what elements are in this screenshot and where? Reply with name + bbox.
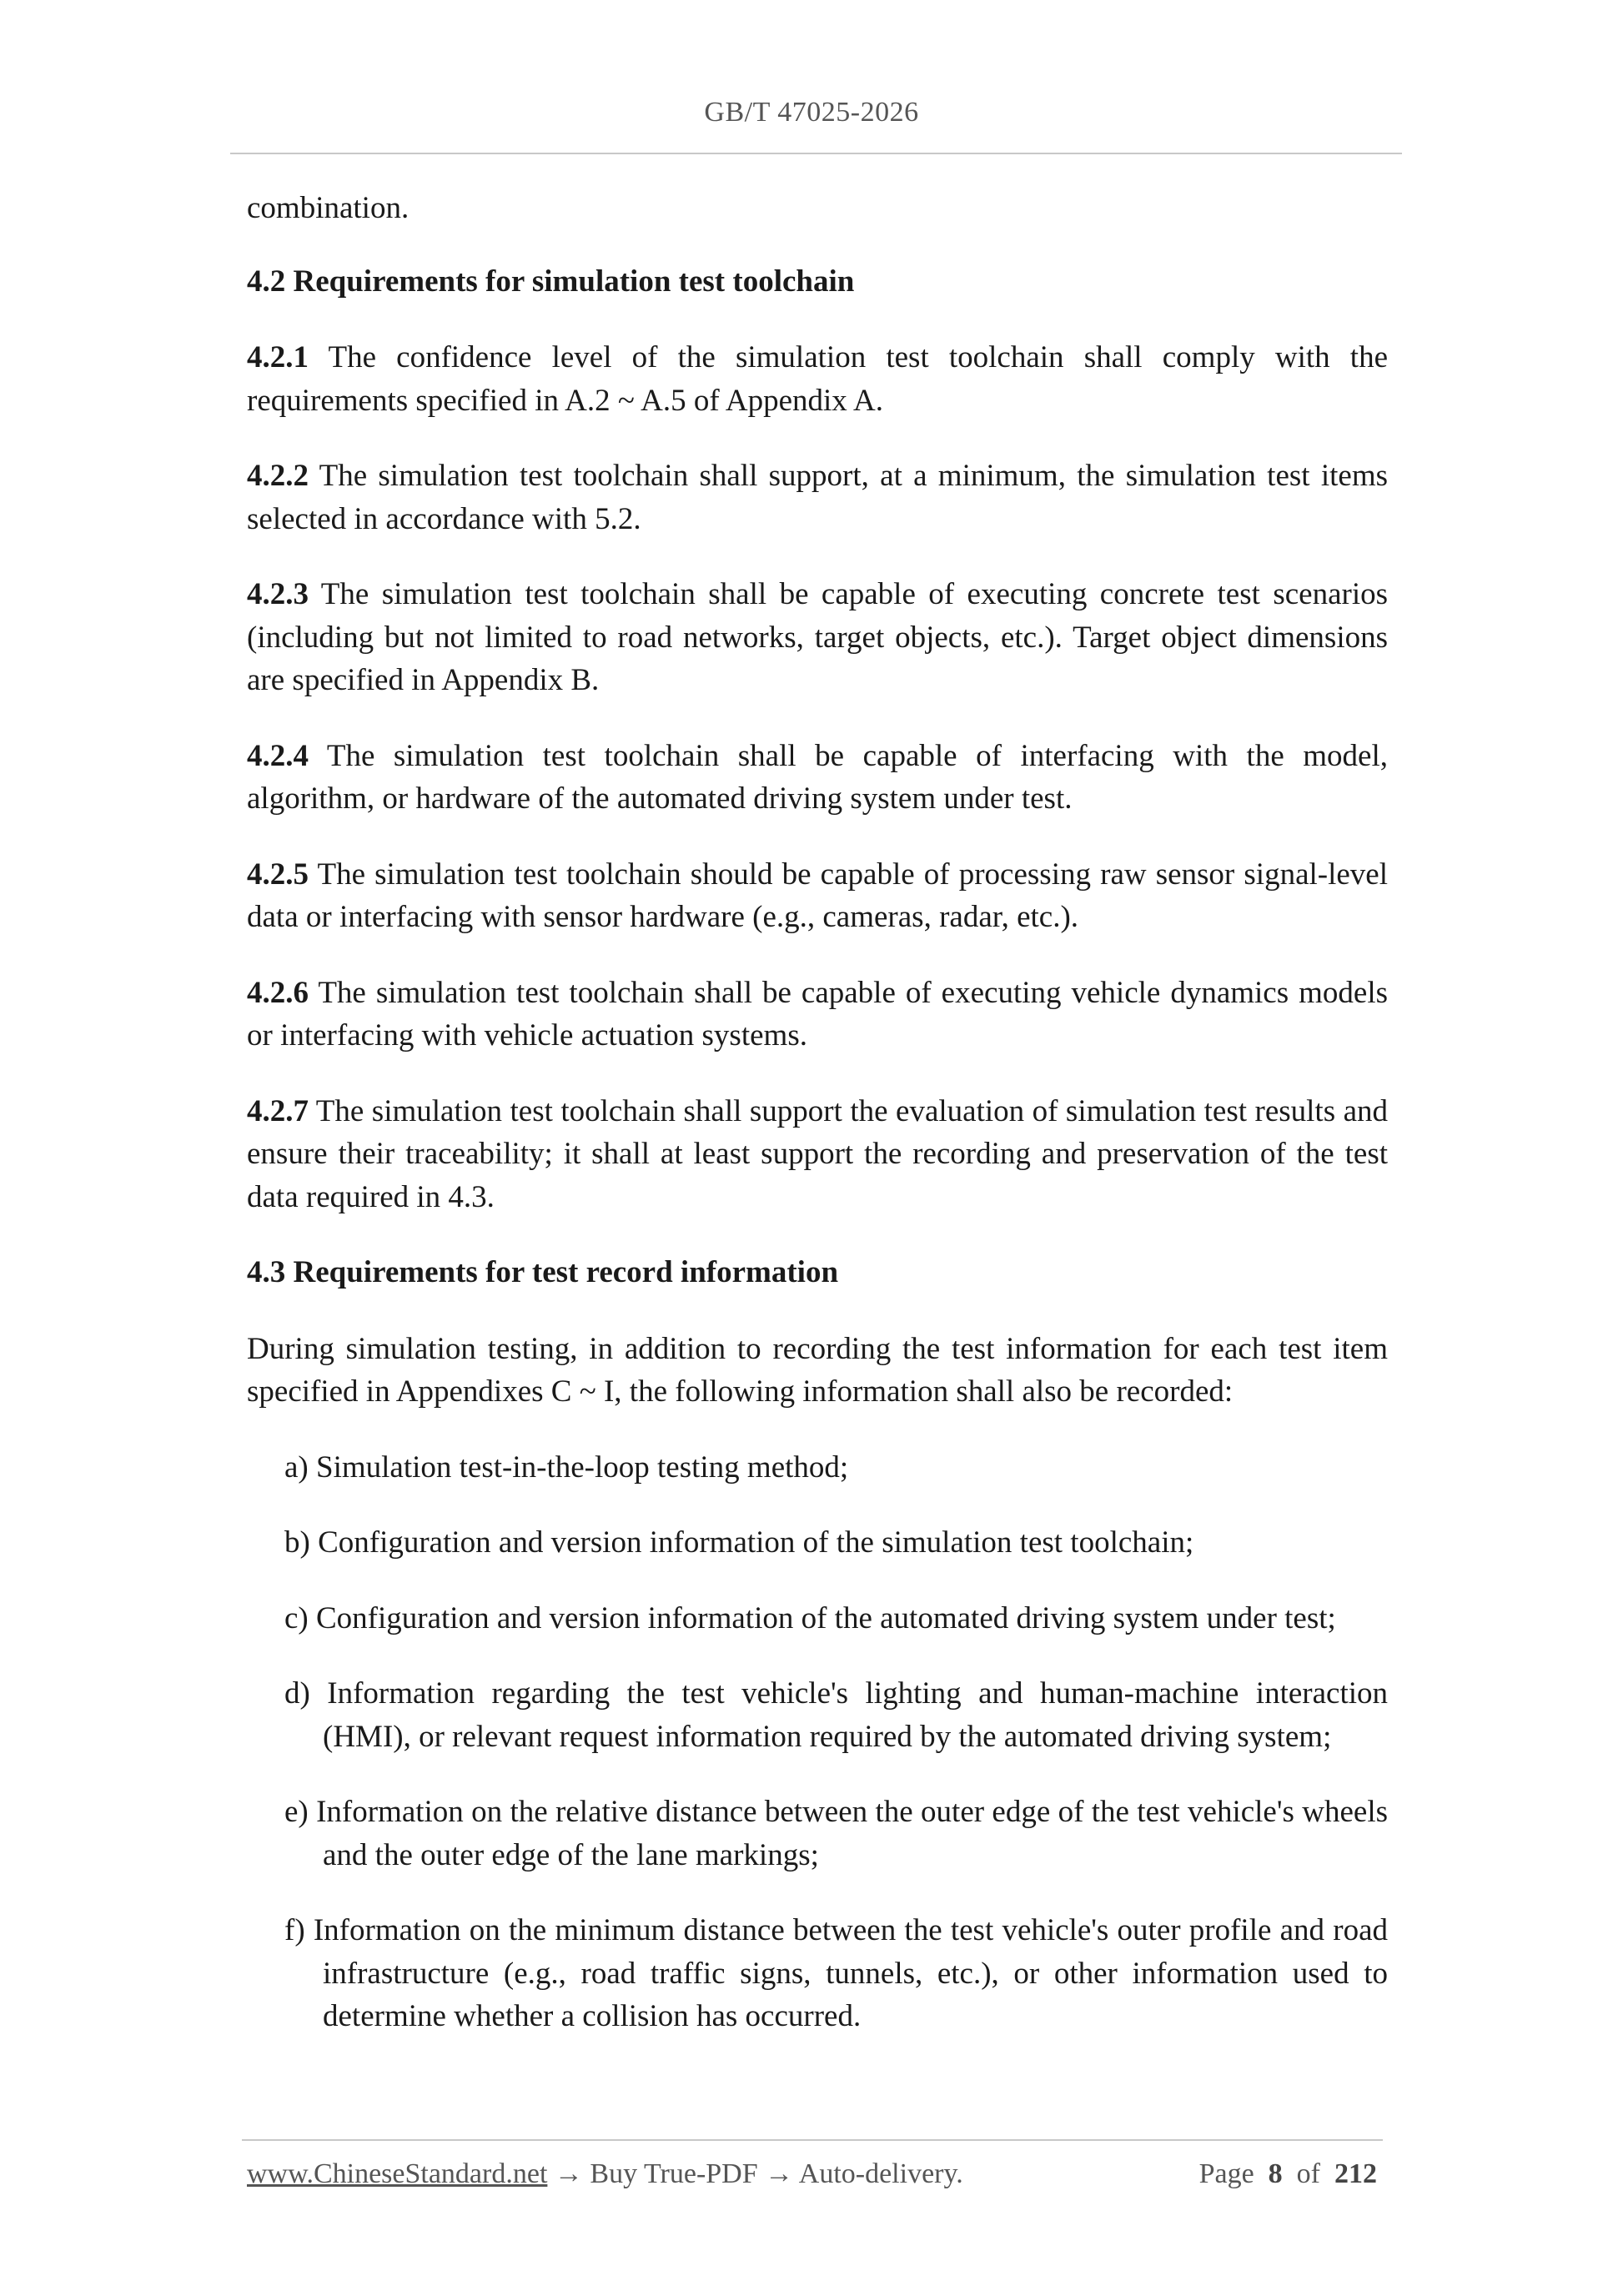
clause-number: 4.2.5 — [247, 857, 309, 892]
clause-text: The simulation test toolchain shall be capable of interfacing with the model, algorithm, or hardware of the automated driving system under test. — [247, 738, 1388, 816]
clause-text: The simulation test toolchain shall support, at a minimum, the simulation test items selected in accordance with 5.2. — [247, 459, 1388, 536]
record-item-c: c) Configuration and version information of the automated driving system under test; — [284, 1600, 1336, 1635]
document-header: GB/T 47025-2026 — [704, 97, 919, 128]
clause-number: 4.2.1 — [247, 340, 309, 374]
clause-text: The simulation test toolchain should be capable of processing raw sensor signal-level data or interfacing with sensor hardware (e.g., cameras, radar, etc.). — [247, 857, 1388, 934]
clause-number: 4.2.4 — [247, 738, 309, 773]
footer-promo — [247, 2158, 963, 2190]
document-body — [247, 187, 1388, 2071]
clause-number: 4.2.7 — [247, 1093, 309, 1128]
record-item-d: d) Information regarding the test vehicle's lighting and human-machine interaction (HMI), or relevant request information required by the automated driving system; — [284, 1676, 1388, 1754]
footer-promo-text: → Buy True-PDF → Auto-delivery. — [547, 2158, 963, 2189]
section-4-3-intro: During simulation testing, in addition to recording the test information for each test item specified in Appendixes C ~ I, the following information shall also be recorded: — [247, 1331, 1388, 1409]
clause-number: 4.2.6 — [247, 975, 309, 1010]
clause-4-2-6 — [247, 972, 1388, 1058]
page-number — [1199, 2158, 1377, 2190]
record-item-a: a) Simulation test-in-the-loop testing method; — [284, 1449, 849, 1485]
clause-text: The simulation test toolchain shall be capable of executing vehicle dynamics models or interfacing with vehicle actuation systems. — [247, 975, 1388, 1053]
page-current: 8 — [1268, 2158, 1283, 2189]
clause-4-2-3 — [247, 573, 1388, 702]
clause-number: 4.2.3 — [247, 577, 309, 611]
page-of-label: of — [1296, 2158, 1320, 2189]
footer-divider — [242, 2139, 1383, 2141]
page-footer — [247, 2158, 1377, 2190]
record-item-b: b) Configuration and version information of the simulation test toolchain; — [284, 1525, 1194, 1560]
header-divider — [230, 153, 1402, 154]
clause-4-2-5 — [247, 853, 1388, 939]
continuation-text: combination. — [247, 191, 410, 225]
clause-4-2-1 — [247, 336, 1388, 422]
page-label: Page — [1198, 2158, 1254, 2189]
clause-4-2-7 — [247, 1090, 1388, 1219]
record-item-f: f) Information on the minimum distance between the test vehicle's outer profile and road infrastructure (e.g., road traffic signs, tunnels, etc.), or other information used to determine whether a collision has occurred. — [284, 1913, 1388, 2033]
clause-4-2-2 — [247, 455, 1388, 540]
clause-text: The simulation test toolchain shall support the evaluation of simulation test results and ensure their traceability; it shall at least support the recording and preservation of the test data required in 4.3. — [247, 1093, 1388, 1214]
section-heading-4-3: 4.3 Requirements for test record information — [247, 1255, 839, 1289]
record-item-e: e) Information on the relative distance between the outer edge of the test vehicle's wheels and the outer edge of the lane markings; — [284, 1795, 1388, 1872]
website-link[interactable]: www.ChineseStandard.net — [247, 2158, 548, 2189]
page-total: 212 — [1334, 2158, 1377, 2189]
clause-number: 4.2.2 — [247, 459, 309, 493]
section-heading-4-2: 4.2 Requirements for simulation test toolchain — [247, 264, 855, 299]
clause-text: The simulation test toolchain shall be capable of executing concrete test scenarios (including but not limited to road networks, target objects, etc.). Target object dimensions are specified in Appendix B. — [247, 577, 1388, 697]
clause-4-2-4 — [247, 735, 1388, 821]
clause-text: The confidence level of the simulation test toolchain shall comply with the requirements specified in A.2 ~ A.5 of Appendix A. — [247, 340, 1388, 418]
